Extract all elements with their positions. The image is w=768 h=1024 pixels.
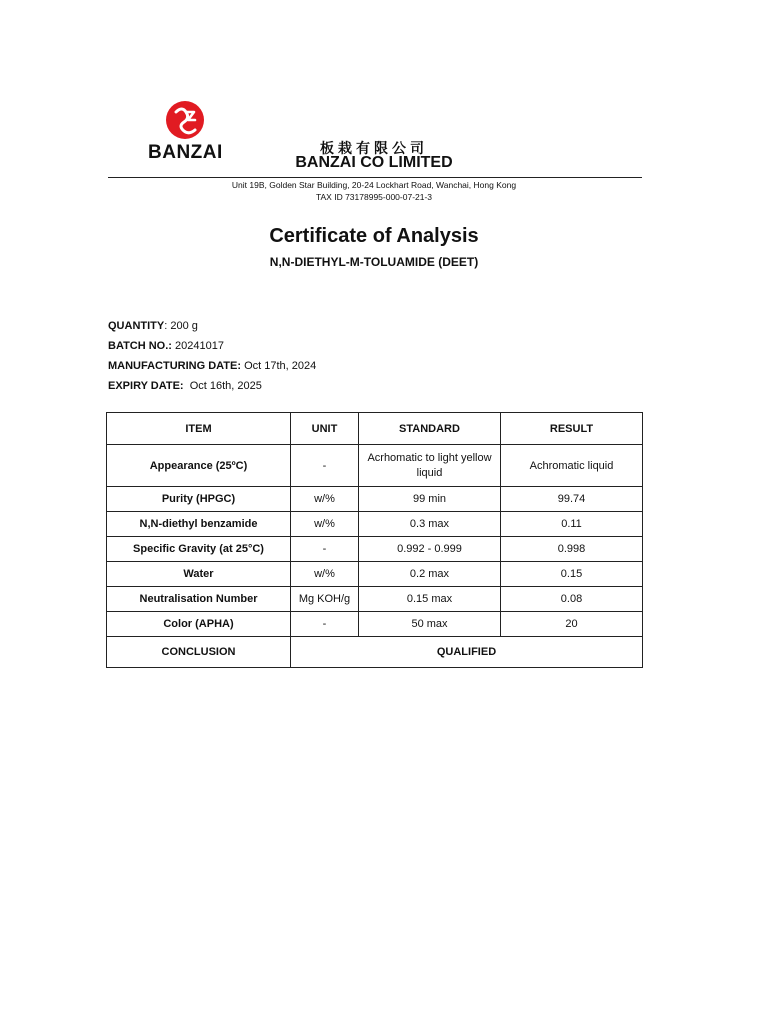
- mfg-date-value: Oct 17th, 2024: [241, 360, 317, 372]
- conclusion-label: CONCLUSION: [107, 637, 291, 668]
- header-unit: UNIT: [291, 413, 359, 445]
- cell-unit: -: [291, 537, 359, 562]
- company-name-chinese: 板栽有限公司: [320, 140, 428, 156]
- cell-standard: 50 max: [359, 612, 501, 637]
- table-row: [107, 562, 643, 587]
- document-title: Certificate of Analysis: [269, 225, 479, 247]
- cell-item: Purity (HPGC): [107, 487, 291, 512]
- cell-result: 0.08: [501, 587, 643, 612]
- banzai-logo-icon: [164, 100, 206, 140]
- cell-result: 99.74: [501, 487, 643, 512]
- company-tax-id: TAX ID 73178995-000-07-21-3: [315, 192, 433, 202]
- header-result: RESULT: [501, 413, 643, 445]
- cell-item: Appearance (25ºC): [107, 445, 291, 487]
- table-row: [107, 537, 643, 562]
- cell-item: Neutralisation Number: [107, 587, 291, 612]
- header-divider: [108, 177, 642, 178]
- cell-standard: 0.3 max: [359, 512, 501, 537]
- header-standard: STANDARD: [359, 413, 501, 445]
- cell-result: 0.15: [501, 562, 643, 587]
- logo-wordmark: BANZAI: [148, 142, 223, 163]
- cell-unit: w/%: [291, 512, 359, 537]
- cell-item: Color (APHA): [107, 612, 291, 637]
- batch-row: [108, 336, 316, 356]
- conclusion-value: QUALIFIED: [291, 637, 643, 668]
- cell-standard: 0.15 max: [359, 587, 501, 612]
- cell-unit: w/%: [291, 562, 359, 587]
- cell-item: N,N-diethyl benzamide: [107, 512, 291, 537]
- conclusion-row: [107, 637, 643, 668]
- table-header-row: [107, 413, 643, 445]
- cell-standard: 99 min: [359, 487, 501, 512]
- batch-info: [108, 316, 316, 396]
- quantity-label: QUANTITY: [108, 320, 165, 332]
- cell-unit: -: [291, 445, 359, 487]
- company-address-block: [0, 179, 748, 203]
- quantity-row: [108, 316, 316, 336]
- header-item: ITEM: [107, 413, 291, 445]
- table-row: [107, 612, 643, 637]
- cell-result: Achromatic liquid: [501, 445, 643, 487]
- table-row: [107, 512, 643, 537]
- mfg-date-row: [108, 356, 316, 376]
- cell-standard: 0.992 - 0.999: [359, 537, 501, 562]
- expiry-date-label: EXPIRY DATE:: [108, 380, 184, 392]
- cell-unit: Mg KOH/g: [291, 587, 359, 612]
- batch-label: BATCH NO.:: [108, 340, 172, 352]
- table-row: [107, 445, 643, 487]
- cell-standard: Acrhomatic to light yellow liquid: [359, 445, 501, 487]
- table-row: [107, 487, 643, 512]
- analysis-table: [106, 412, 643, 668]
- expiry-date-row: [108, 376, 316, 396]
- cell-unit: w/%: [291, 487, 359, 512]
- cell-standard: 0.2 max: [359, 562, 501, 587]
- table-row: [107, 587, 643, 612]
- cell-result: 0.998: [501, 537, 643, 562]
- quantity-value: : 200 g: [164, 320, 198, 332]
- company-address: Unit 19B, Golden Star Building, 20-24 Lockhart Road, Wanchai, Hong Kong: [231, 180, 517, 190]
- mfg-date-label: MANUFACTURING DATE:: [108, 360, 242, 372]
- cell-unit: -: [291, 612, 359, 637]
- product-name: N,N-DIETHYL-M-TOLUAMIDE (DEET): [269, 255, 479, 269]
- batch-value: 20241017: [171, 340, 224, 352]
- expiry-date-value: Oct 16th, 2025: [183, 380, 262, 392]
- cell-result: 20: [501, 612, 643, 637]
- cell-item: Specific Gravity (at 25°C): [107, 537, 291, 562]
- company-name: BANZAI CO LIMITED: [295, 154, 453, 171]
- cell-result: 0.11: [501, 512, 643, 537]
- cell-item: Water: [107, 562, 291, 587]
